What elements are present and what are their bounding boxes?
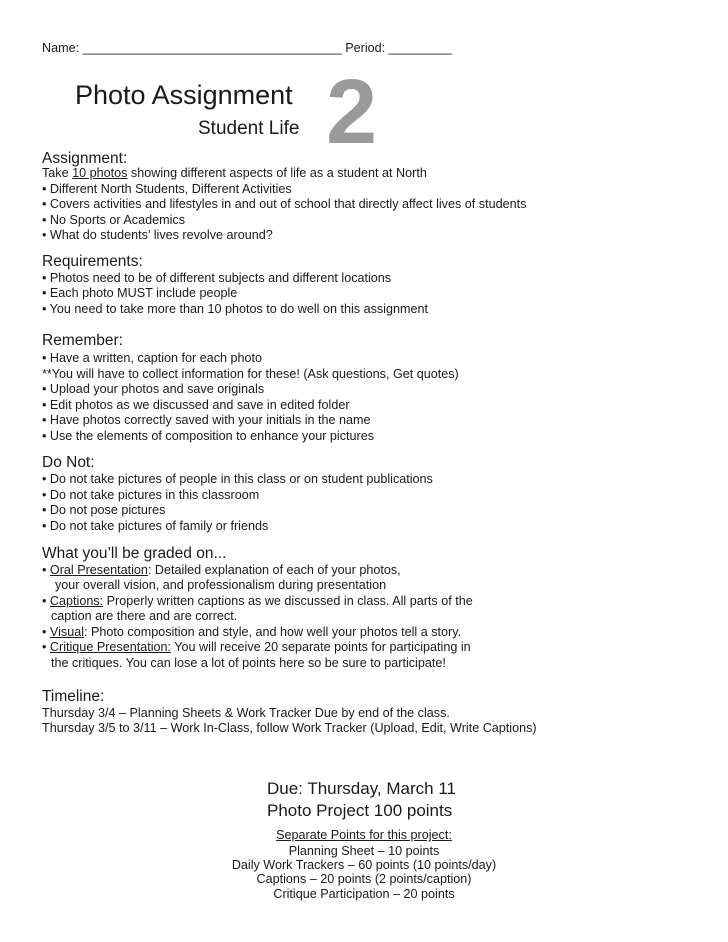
donot-item: • Do not pose pictures	[42, 503, 166, 517]
requirement-item: • You need to take more than 10 photos to do well on this assignment	[42, 302, 428, 316]
period-blank: _________	[388, 41, 452, 55]
assignment-number: 2	[326, 61, 378, 163]
graded-captions-cont: caption are there and are correct.	[51, 609, 238, 623]
period-label: Period:	[345, 41, 386, 55]
remember-item: • Use the elements of composition to enhance your pictures	[42, 429, 375, 443]
name-period-line	[42, 41, 452, 57]
oral-presentation-label: Oral Presentation	[49, 563, 148, 577]
remember-item: **You will have to collect information for these! (Ask questions, Get quotes)	[42, 367, 459, 381]
donot-item: • Do not take pictures of family or friends	[42, 519, 269, 533]
assignment-item: • Covers activities and lifestyles in and out of school that directly affect lives of students	[42, 197, 527, 211]
remember-item: • Edit photos as we discussed and save in edited folder	[42, 398, 350, 412]
graded-captions: • Captions: Properly written captions as we discussed in class. All parts of the	[42, 594, 473, 608]
visual-label: Visual	[49, 625, 84, 639]
points-item: Planning Sheet – 10 points	[288, 844, 440, 858]
graded-oral: • Oral Presentation: Detailed explanation of each of your photos,	[42, 563, 401, 577]
requirement-item: • Photos need to be of different subjects and different locations	[42, 271, 392, 285]
assignment-item: • What do students’ lives revolve around?	[42, 228, 273, 242]
graded-oral-cont: your overall vision, and professionalism during presentation	[55, 578, 387, 592]
graded-heading: What you’ll be graded on...	[42, 545, 227, 562]
remember-item: • Have photos correctly saved with your initials in the name	[42, 413, 371, 427]
assignment-heading: Assignment:	[42, 150, 128, 167]
captions-label: Captions:	[49, 594, 104, 608]
graded-critique: • Critique Presentation: You will receive 20 separate points for participating in	[42, 640, 471, 654]
timeline-item: Thursday 3/4 – Planning Sheets & Work Tracker Due by end of the class.	[42, 706, 450, 720]
name-label: Name:	[42, 41, 80, 55]
assignment-item: • No Sports or Academics	[42, 213, 185, 227]
ten-photos-text: 10 photos	[72, 166, 128, 180]
timeline-heading: Timeline:	[42, 688, 105, 705]
donot-item: • Do not take pictures in this classroom	[42, 488, 260, 502]
separate-points-heading: Separate Points for this project:	[276, 828, 452, 842]
critique-presentation-label: Critique Presentation:	[49, 640, 172, 654]
graded-visual: • Visual: Photo composition and style, and how well your photos tell a story.	[42, 625, 462, 639]
project-points: Photo Project 100 points	[267, 801, 453, 820]
page-title: Photo Assignment	[75, 80, 293, 110]
assignment-item: • Different North Students, Different Activities	[42, 182, 292, 196]
graded-critique-cont: the critiques. You can lose a lot of points here so be sure to participate!	[51, 656, 446, 670]
assignment-intro: Take 10 photos showing different aspects of life as a student at North	[42, 166, 427, 180]
requirement-item: • Each photo MUST include people	[42, 286, 238, 300]
donot-item: • Do not take pictures of people in this class or on student publications	[42, 472, 433, 486]
points-item: Captions – 20 points (2 points/caption)	[256, 872, 472, 886]
due-date: Due: Thursday, March 11	[267, 779, 456, 798]
points-item: Critique Participation – 20 points	[273, 887, 455, 901]
donot-heading: Do Not:	[42, 454, 95, 471]
points-item: Daily Work Trackers – 60 points (10 points/day)	[231, 858, 497, 872]
remember-heading: Remember:	[42, 332, 123, 349]
remember-item: • Have a written, caption for each photo	[42, 351, 263, 365]
requirements-heading: Requirements:	[42, 253, 143, 270]
page-subtitle: Student Life	[198, 118, 300, 139]
remember-item: • Upload your photos and save originals	[42, 382, 265, 396]
timeline-item: Thursday 3/5 to 3/11 – Work In-Class, follow Work Tracker (Upload, Edit, Write Captions)	[42, 721, 537, 735]
name-blank: _____________________________________	[82, 41, 342, 55]
